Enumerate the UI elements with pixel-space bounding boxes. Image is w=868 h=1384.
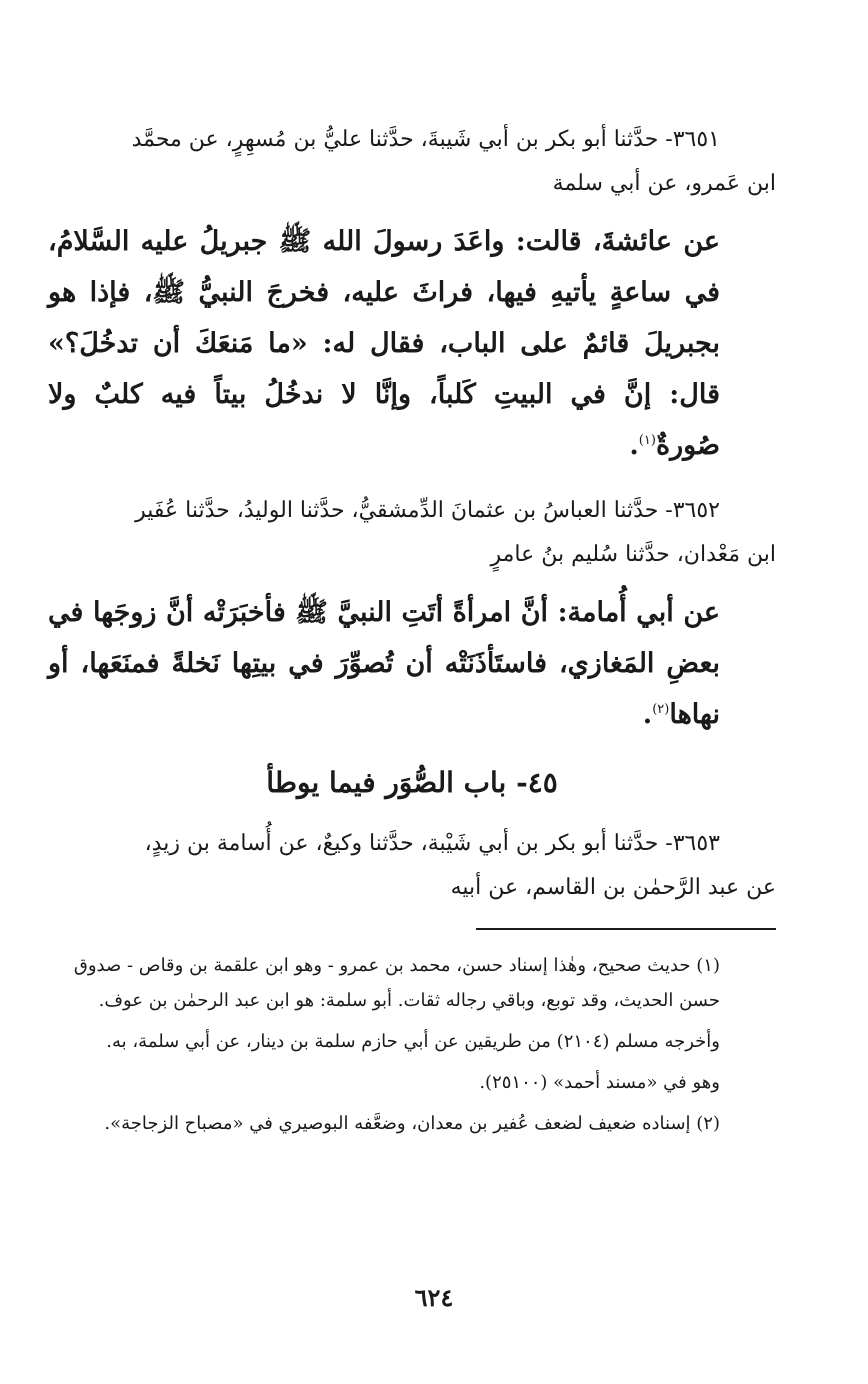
isnad-3653-line-1: ٣٦٥٣- حدَّثنا أبو بكر بن أبي شَيْبة، حدَّثنا وكيعٌ، عن أُسامة بن زيدٍ، xyxy=(144,831,720,856)
isnad-3652-line-1: ٣٦٥٢- حدَّثنا العباسُ بن عثمانَ الدِّمشقيُّ، حدَّثنا الوليدُ، حدَّثنا عُفَير xyxy=(135,498,720,523)
footnote-marker-2: (٢) xyxy=(652,702,670,717)
isnad-3653 xyxy=(48,822,776,910)
matn-3652-text: عن أبي أُمامة: أنَّ امرأةً أتَتِ النبيَّ ﷺ فأخبَرَتْه أنَّ زوجَها في بعضِ المَغازي، فاستَأذَنَتْه أن تُصوِّرَ في بيتِها نَخلةً فمنَعَها، أو نهاها xyxy=(48,597,720,730)
footnote-1-takhrij: وأخرجه مسلم (٢١٠٤) من طريقين عن أبي حازم سلمة بن دينار، عن أبي سلمة، به. xyxy=(106,1031,720,1052)
footnotes xyxy=(48,948,776,1141)
isnad-3651 xyxy=(48,118,776,206)
isnad-3651-line-1: ٣٦٥١- حدَّثنا أبو بكر بن أبي شَيبةَ، حدَّثنا عليُّ بن مُسهِرٍ، عن محمَّد xyxy=(131,127,720,152)
footnote-2: (٢) إسناده ضعيف لضعف عُفير بن معدان، وضعَّفه البوصيري في «مصباح الزجاجة». xyxy=(104,1113,720,1134)
footnote-1: (١) حديث صحيح، وهٰذا إسناد حسن، محمد بن عمرو - وهو ابن علقمة بن وقاص - صدوق حسن الحديث، وقد توبع، وباقي رجاله ثقات. أبو سلمة: هو ابن عبد الرحمٰن بن عوف. xyxy=(73,955,720,1011)
footnote-marker-1: (١) xyxy=(638,433,656,448)
matn-3651-text: عن عائشةَ، قالت: واعَدَ رسولَ الله ﷺ جبريلُ عليه السَّلامُ، في ساعةٍ يأتيهِ فيها، فراثَ عليه، فخرجَ النبيُّ ﷺ، فإذا هو بجبريلَ قائمٌ على الباب، فقال له: «ما مَنعَكَ أن تدخُلَ؟» قال: إنَّ في البيتِ كَلباً، وإنَّا لا ندخُلُ بيتاً فيه كلبٌ ولا صُورةٌ xyxy=(48,226,720,461)
matn-3651: عن عائشةَ، قالت: واعَدَ رسولَ الله ﷺ جبريلُ عليه السَّلامُ، في ساعةٍ يأتيهِ فيها، فراثَ عليه، فخرجَ النبيُّ ﷺ، فإذا هو بجبريلَ قائمٌ على الباب، فقال له: «ما مَنعَكَ أن تدخُلَ؟» قال: إنَّ في البيتِ كَلباً، وإنَّا لا ندخُلُ بيتاً فيه كلبٌ ولا صُورةٌ$^{(١)}$. xyxy=(48,226,720,461)
isnad-3652-line-2: ابن مَعْدان، حدَّثنا سُليم بنُ عامرٍ xyxy=(490,542,776,567)
footnote-separator xyxy=(476,928,776,930)
page-number: ٦٢٤ xyxy=(414,1283,454,1312)
isnad-3653-line-2: عن عبد الرَّحمٰن بن القاسم، عن أبيه xyxy=(450,875,776,900)
chapter-title: ٤٥- باب الصُّوَر فيما يوطأ xyxy=(266,766,558,799)
page-body xyxy=(48,118,776,1147)
footnote-1-musnad: وهو في «مسند أحمد» (٢٥١٠٠). xyxy=(479,1072,720,1093)
isnad-3651-line-2: ابن عَمرو، عن أبي سلمة xyxy=(552,171,776,196)
isnad-3652 xyxy=(48,489,776,577)
matn-3652: عن أبي أُمامة: أنَّ امرأةً أتَتِ النبيَّ ﷺ فأخبَرَتْه أنَّ زوجَها في بعضِ المَغازي، فاستَأذَنَتْه أن تُصوِّرَ في بيتِها نَخلةً فمنَعَها، أو نهاها$^{(٢)}$. xyxy=(48,597,720,730)
